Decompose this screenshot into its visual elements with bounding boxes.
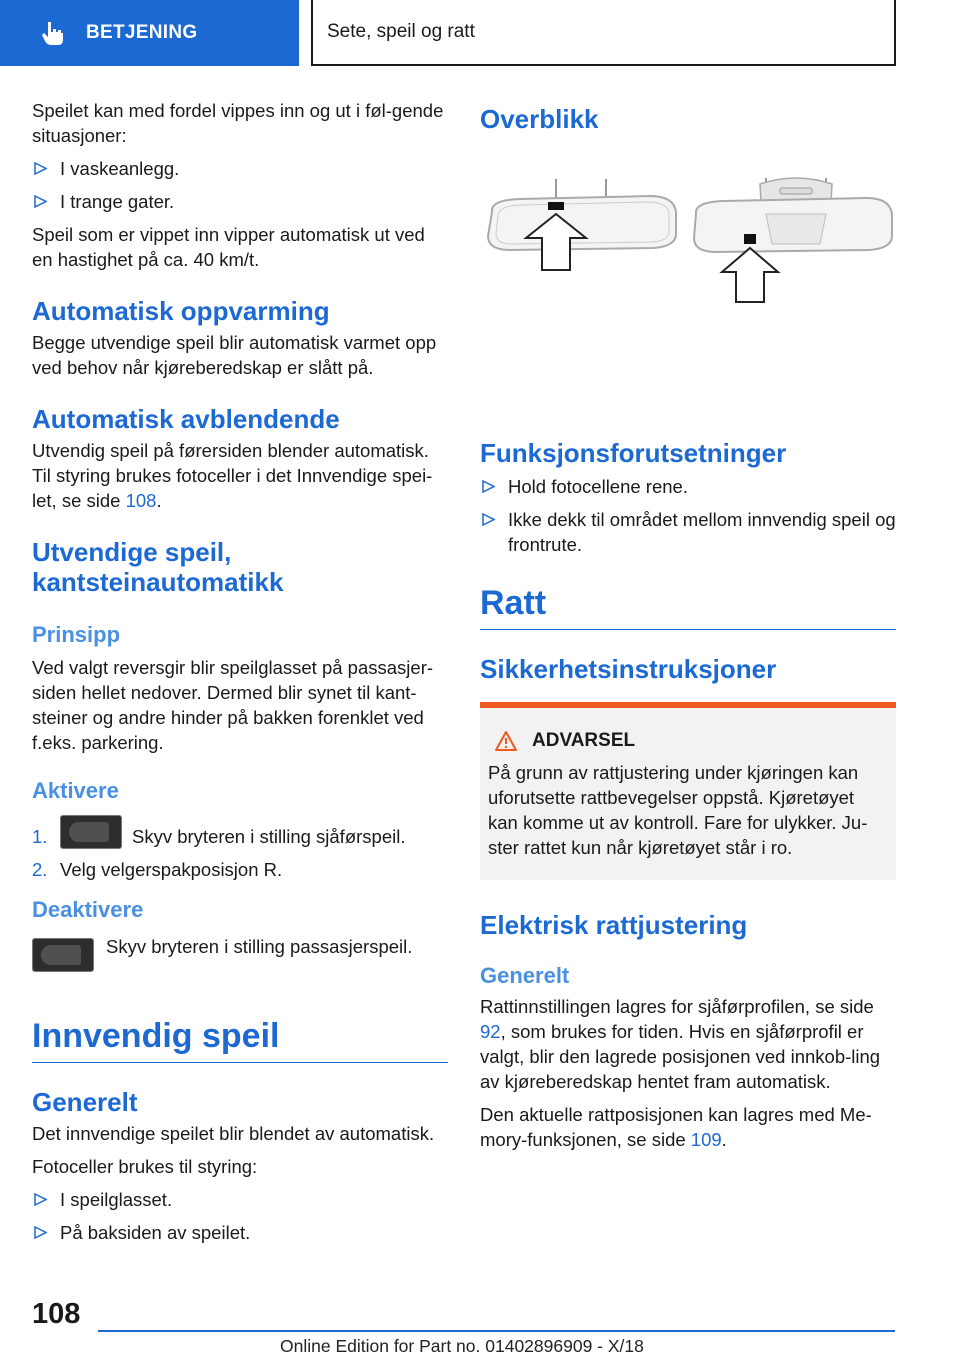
edition-text: Online Edition for Part no. 01402896909 - X/18 <box>280 1336 644 1356</box>
activate-steps <box>32 815 448 882</box>
general-subheading: Generelt <box>480 963 570 988</box>
general-text: Rattinnstillingen lagres for sjåførprofilen, se side 92, som brukes for tiden. Hvis en sjåførprofil er valgt, blir den lagrede posisjonen ved innkob-ling av kjøreberedskap hentet fram automatisk. <box>480 996 881 1092</box>
page-link[interactable]: 108 <box>125 490 157 511</box>
list-item: I vaskeanlegg. <box>32 156 448 181</box>
general-heading: Generelt <box>32 1087 138 1117</box>
bullet-triangle-icon <box>34 195 47 208</box>
dimming-text: Utvendig speil på førersiden blender automatisk. Til styring brukes fotoceller i det Innvendige spei-let, se side 108. <box>32 440 433 511</box>
bullet-triangle-icon <box>34 162 47 175</box>
bullet-triangle-icon <box>34 1226 47 1239</box>
mirror-illustration <box>480 174 896 354</box>
curb-heading: Utvendige speil, kantsteinautomatikk <box>32 537 284 597</box>
deactivate-row: Skyv bryteren i stilling passasjerspeil. <box>32 934 448 972</box>
warning-text: På grunn av rattjustering under kjøringen kan uforutsette rattbevegelser oppstå. Kjøretøyet kan komme ut av kontroll. Fare for ulykker. Ju-ster rattet kun når kjøretøyet står i ro. <box>488 762 868 858</box>
section-tab[interactable] <box>0 0 299 66</box>
deactivate-heading: Deaktivere <box>32 897 144 922</box>
safety-heading: Sikkerhetsinstruksjoner <box>480 654 777 684</box>
page-link[interactable]: 109 <box>690 1129 722 1150</box>
list-item: Ikke dekk til området mellom innvendig speil og frontrute. <box>480 507 896 557</box>
activate-heading: Aktivere <box>32 778 119 803</box>
bullet-triangle-icon <box>482 513 495 526</box>
general-text: Den aktuelle rattposisjonen kan lagres med Me-mory-funksjonen, se side 109. <box>480 1104 872 1150</box>
general-list <box>32 1187 448 1245</box>
wheel-title: Ratt <box>480 583 896 630</box>
step-item: 2. Velg velgerspakposisjon R. <box>32 859 283 880</box>
step-item: 1. Skyv bryteren i stilling sjåførspeil. <box>32 815 448 849</box>
conditions-heading: Funksjonsforutsetninger <box>480 438 787 468</box>
right-column <box>480 104 896 1160</box>
warning-triangle-icon <box>494 730 518 752</box>
hand-touch-icon <box>40 20 66 46</box>
list-item: I speilglasset. <box>32 1187 448 1212</box>
list-item: I trange gater. <box>32 189 448 214</box>
chapter-title: Sete, speil og ratt <box>327 21 475 42</box>
intro-text: Speilet kan med fordel vippes inn og ut i føl-gende situasjoner: <box>32 100 444 146</box>
warning-label: ADVARSEL <box>532 730 636 751</box>
overview-heading: Overblikk <box>480 104 599 134</box>
chapter-header <box>311 0 896 66</box>
page-link[interactable]: 92 <box>480 1021 501 1042</box>
fold-back-text: Speil som er vippet inn vipper automatisk ut ved en hastighet på ca. 40 km/t. <box>32 224 425 270</box>
heating-text: Begge utvendige speil blir automatisk varmet opp ved behov når kjøreberedskap er slått på. <box>32 332 437 378</box>
principle-text: Ved valgt reversgir blir speilglasset på passasjer-siden hellet nedover. Dermed blir synet til kant-steiner og andre hinder på bakken forenklet ved f.eks. parkering. <box>32 657 434 753</box>
left-column <box>32 98 448 1253</box>
dimming-heading: Automatisk avblendende <box>32 404 340 434</box>
general-text: Fotoceller brukes til styring: <box>32 1156 258 1177</box>
list-item: På baksiden av speilet. <box>32 1220 448 1245</box>
intro-list <box>32 156 448 214</box>
principle-heading: Prinsipp <box>32 622 121 647</box>
mirror-switch-driver-icon <box>60 815 122 849</box>
general-text: Det innvendige speilet blir blendet av automatisk. <box>32 1123 435 1144</box>
interior-mirror-title: Innvendig speil <box>32 1016 448 1063</box>
warning-box <box>480 702 896 880</box>
heating-heading: Automatisk oppvarming <box>32 296 330 326</box>
mirror-switch-passenger-icon <box>32 938 94 972</box>
bullet-triangle-icon <box>482 480 495 493</box>
footer-divider <box>98 1330 895 1332</box>
section-title: BETJENING <box>86 22 198 43</box>
conditions-list <box>480 474 896 557</box>
list-item: Hold fotocellene rene. <box>480 474 896 499</box>
electric-heading: Elektrisk rattjustering <box>480 910 748 940</box>
bullet-triangle-icon <box>34 1193 47 1206</box>
page-number: 108 <box>32 1298 81 1330</box>
